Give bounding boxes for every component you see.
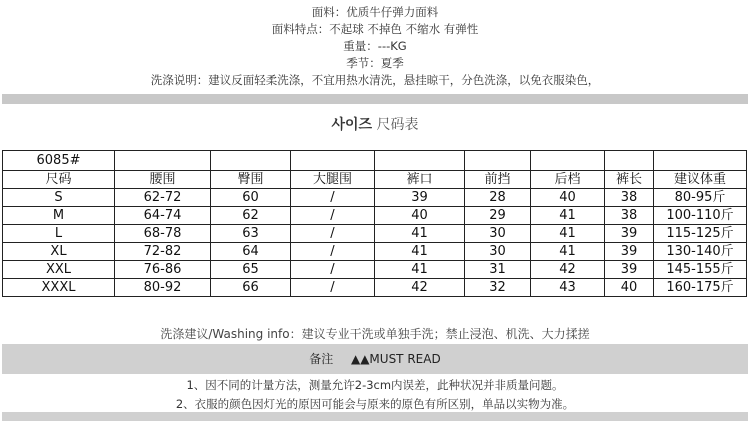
table-cell: 39	[605, 225, 654, 243]
divider-bar	[2, 94, 748, 104]
table-cell: 64	[211, 243, 291, 261]
wash-instructions-line: 洗涤说明：建议反面轻柔洗涤，不宜用热水清洗，悬挂晾干，分色洗涤，以免衣服染色，	[150, 73, 600, 87]
table-cell: 65	[211, 261, 291, 279]
header-waist: 腰围	[115, 171, 211, 189]
table-cell: 41	[375, 225, 465, 243]
table-cell: 160-175斤	[654, 279, 747, 297]
season-line: 季节：夏季	[346, 56, 404, 70]
weight-line: 重量：---KG	[343, 39, 407, 53]
fabric-info	[0, 4, 750, 89]
table-cell: 38	[605, 189, 654, 207]
fabric-features-line: 面料特点：不起球 不掉色 不缩水 有弹性	[271, 22, 479, 36]
table-cell: /	[291, 279, 375, 297]
table-cell: XXL	[3, 261, 115, 279]
header-front-rise: 前挡	[465, 171, 531, 189]
table-cell: /	[291, 225, 375, 243]
table-cell: 80-95斤	[654, 189, 747, 207]
washing-info: 洗涤建议/Washing info：建议专业干洗或单独手洗；禁止浸泡、机洗、大力揉搓	[160, 327, 590, 341]
table-cell: 40	[605, 279, 654, 297]
table-cell: 41	[531, 225, 605, 243]
header-thigh: 大腿围	[291, 171, 375, 189]
table-header-row	[3, 171, 747, 189]
note-item: 2、衣服的颜色因灯光的原因可能会与原来的原色有所区别，单品以实物为准。	[175, 397, 575, 411]
table-cell: XL	[3, 243, 115, 261]
table-cell: 80-92	[115, 279, 211, 297]
header-back-rise: 后档	[531, 171, 605, 189]
table-cell: L	[3, 225, 115, 243]
table-cell: 30	[465, 243, 531, 261]
fabric-line: 面料：优质牛仔弹力面料	[311, 5, 439, 19]
table-cell: 31	[465, 261, 531, 279]
table-cell: 29	[465, 207, 531, 225]
table-row	[3, 261, 747, 279]
header-size: 尺码	[3, 171, 115, 189]
table-cell: /	[291, 207, 375, 225]
table-cell: 63	[211, 225, 291, 243]
size-chart-title-cn: 尺码表	[376, 117, 419, 133]
table-cell: 42	[531, 261, 605, 279]
table-cell: 145-155斤	[654, 261, 747, 279]
note-list	[0, 376, 750, 414]
table-cell: 62-72	[115, 189, 211, 207]
table-cell: 39	[605, 243, 654, 261]
table-cell: 66	[211, 279, 291, 297]
table-cell: 28	[465, 189, 531, 207]
table-cell: 38	[605, 207, 654, 225]
table-cell: 130-140斤	[654, 243, 747, 261]
table-cell: 60	[211, 189, 291, 207]
table-cell: 39	[375, 189, 465, 207]
header-weight: 建议体重	[654, 171, 747, 189]
table-row	[3, 225, 747, 243]
style-code: 6085#	[3, 151, 115, 171]
header-leg-opening: 裤口	[375, 171, 465, 189]
table-cell: 40	[531, 189, 605, 207]
note-item: 1、因不同的计量方法，测量允许2-3cm内误差，此种状况并非质量问题。	[186, 378, 564, 392]
table-cell: 100-110斤	[654, 207, 747, 225]
table-row	[3, 279, 747, 297]
size-chart-title-ko: 사이즈	[331, 117, 373, 133]
table-cell: 76-86	[115, 261, 211, 279]
table-cell: S	[3, 189, 115, 207]
table-cell: 39	[605, 261, 654, 279]
note-label: 备注	[309, 352, 334, 366]
table-cell: 41	[375, 261, 465, 279]
note-header	[2, 344, 748, 374]
table-cell: 115-125斤	[654, 225, 747, 243]
table-row	[3, 207, 747, 225]
table-cell: 68-78	[115, 225, 211, 243]
table-row	[3, 189, 747, 207]
table-cell: 64-74	[115, 207, 211, 225]
table-cell: XXXL	[3, 279, 115, 297]
table-cell: 41	[531, 243, 605, 261]
table-cell: /	[291, 243, 375, 261]
table-cell: 42	[375, 279, 465, 297]
must-read-label: ▲▲MUST READ	[350, 352, 441, 366]
table-cell: M	[3, 207, 115, 225]
header-length: 裤长	[605, 171, 654, 189]
size-table	[2, 150, 747, 297]
table-cell: 41	[375, 243, 465, 261]
table-cell: 40	[375, 207, 465, 225]
table-cell: 43	[531, 279, 605, 297]
table-row	[3, 243, 747, 261]
table-cell: /	[291, 261, 375, 279]
table-cell: 32	[465, 279, 531, 297]
table-cell: 30	[465, 225, 531, 243]
table-cell: 62	[211, 207, 291, 225]
style-code-row	[3, 151, 747, 171]
table-cell: /	[291, 189, 375, 207]
bottom-bar	[2, 412, 748, 421]
table-cell: 41	[531, 207, 605, 225]
size-chart-title	[0, 114, 750, 134]
header-hip: 臀围	[211, 171, 291, 189]
table-cell: 72-82	[115, 243, 211, 261]
